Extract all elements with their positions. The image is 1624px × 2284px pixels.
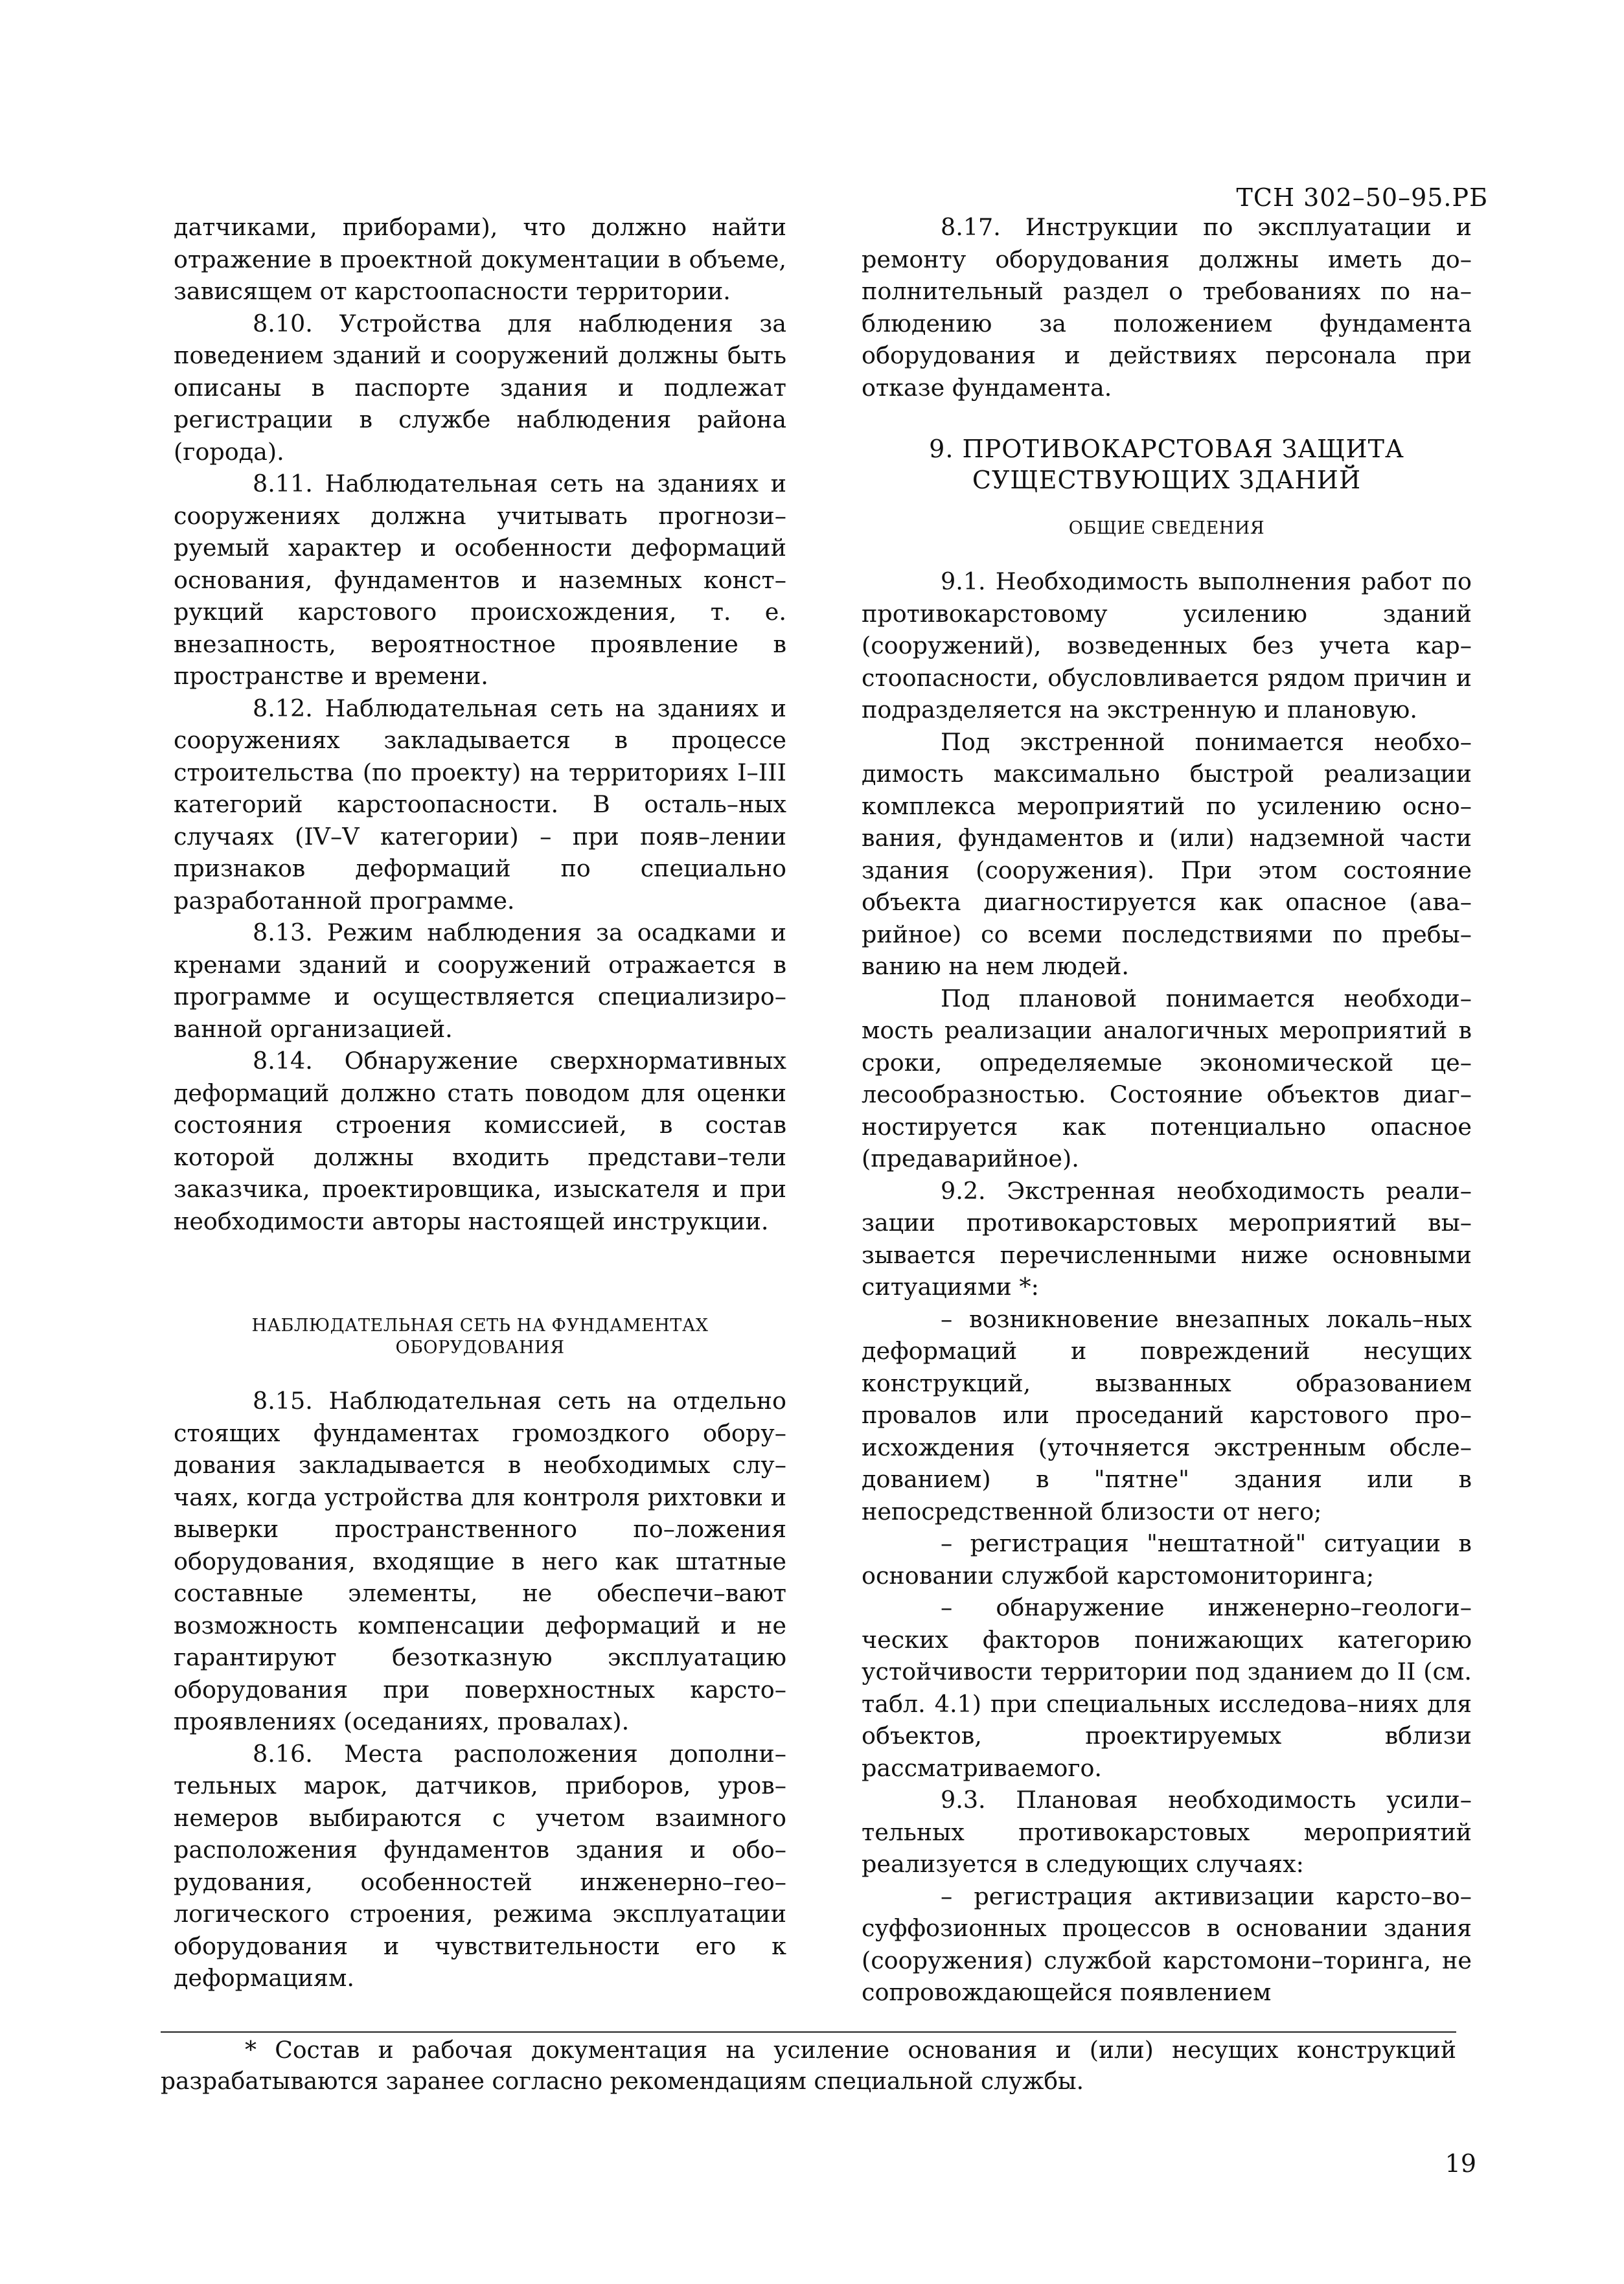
list-item: – регистрация "нештатной" ситуации в основании службой карстомониторинга; [862,1529,1472,1590]
left-column [174,211,786,1994]
section-title: 9. ПРОТИВОКАРСТОВАЯ ЗАЩИТА СУЩЕСТВУЮЩИХ ЗДАНИЙ [929,435,1404,494]
footnote-text: * Состав и рабочая документация на усиление основания и (или) несущих конструкций разрабатываются заранее согласно рекомендациям специальной службы. [161,2037,1456,2095]
footnote-divider [161,2031,1456,2033]
paragraph: 9.1. Необходимость выполнения работ по противокарстовому усилению зданий (сооружений), возведенных без учета кар–стоопасности, обусловливается рядом причин и подразделяется на экстренную и плановую. [862,567,1472,724]
paragraph: 8.15. Наблюдательная сеть на отдельно стоящих фундаментах громоздкого обору–дования закладывается в необходимых слу–чаях, когда устройства для контроля рихтовки и выверки пространственного по–ложения оборудования, входящие в него как штатные составные элементы, не обеспечи–вают возможность компенсации деформаций и не гарантируют безотказную эксплуатацию оборудования при поверхностных карсто–проявлениях (оседаниях, провалах). [174,1387,786,1735]
subheading: ОБЩИЕ СВЕДЕНИЯ [1068,518,1265,538]
paragraph: 9.2. Экстренная необходимость реали–зации противокарстовых мероприятий вы–зывается перечисленными ниже основными ситуациями *: [862,1176,1472,1301]
paragraph: 8.16. Места расположения дополни–тельных марок, датчиков, приборов, уров–немеров выбираются с учетом взаимного расположения фундаментов здания и обо–рудования, особенностей инженерно–гео–логического строения, режима эксплуатации оборудования и чувствительности его к деформациям. [174,1739,786,1992]
list-item: – регистрация активизации карсто–во–суффозионных процессов в основании здания (сооружения) службой карстомони–торинга, не сопровождающейся появлением [862,1882,1472,2006]
paragraph: 9.3. Плановая необходимость усили–тельных противокарстовых мероприятий реализуется в следующих случаях: [862,1786,1472,1878]
right-column [862,211,1472,2009]
paragraph: 8.11. Наблюдательная сеть на зданиях и сооружениях должна учитывать прогнози–руемый характер и особенности деформаций основания, фундаментов и наземных конст–рукций карстового происхождения, т. е. внезапность, вероятностное проявление в пространстве и времени. [174,470,786,690]
paragraph: датчиками, приборами), что должно найти отражение в проектной документации в объеме, зависящем от карстоопасности территории. [174,213,786,305]
paragraph: 8.13. Режим наблюдения за осадками и кренами зданий и сооружений отражается в программе и осуществляется специализиро–ванной организацией. [174,919,786,1043]
subheading: НАБЛЮДАТЕЛЬНАЯ СЕТЬ НА ФУНДАМЕНТАХ ОБОРУДОВАНИЯ [251,1316,709,1358]
paragraph: 8.12. Наблюдательная сеть на зданиях и сооружениях закладывается в процессе строительства (по проекту) на территориях I–III категорий карстоопасности. В осталь–ных случаях (IV–V категории) – при появ–лении признаков деформаций по специально разработанной программе. [174,694,786,915]
document-code: ТСН 302–50–95.РБ [1236,183,1488,212]
paragraph: 8.14. Обнаружение сверхнормативных деформаций должно стать поводом для оценки состояния строения комиссией, в состав которой должны входить представи–тели заказчика, проектировщика, изыскателя и при необходимости авторы настоящей инструкции. [174,1047,786,1235]
list-item: – возникновение внезапных локаль–ных деформаций и повреждений несущих конструкций, вызванных образованием провалов или проседаний карстового про–исхождения (уточняется экстренным обсле–дованием) в "пятне" здания или в непосредственной близости от него; [862,1305,1472,1525]
paragraph: Под плановой понимается необходи–мость реализации аналогичных мероприятий в сроки, определяемые экономической це–лесообразностью. Состояние объектов диаг–ностируется как потенциально опасное (предаварийное). [862,984,1472,1172]
paragraph: Под экстренной понимается необхо–димость максимально быстрой реализации комплекса мероприятий по усилению осно–вания, фундаментов и (или) надземной части здания (сооружения). При этом состояние объекта диагностируется как опасное (ава–рийное) со всеми последствиями по пребы–ванию на нем людей. [862,727,1472,980]
paragraph: 8.17. Инструкции по эксплуатации и ремонту оборудования должны иметь до–полнительный раздел о требованиях по на–блюдению за положением фундамента оборудования и действиях персонала при отказе фундамента. [862,213,1472,402]
footnote [161,2035,1456,2097]
page-number: 19 [1445,2149,1476,2178]
paragraph: 8.10. Устройства для наблюдения за поведением зданий и сооружений должны быть описаны в паспорте здания и подлежат регистрации в службе наблюдения района (города). [174,309,786,466]
list-item: – обнаружение инженерно–геологи–ческих факторов понижающих категорию устойчивости территории под зданием до II (см. табл. 4.1) при специальных исследова–ниях для объектов, проектируемых вблизи рассматриваемого. [862,1593,1472,1782]
